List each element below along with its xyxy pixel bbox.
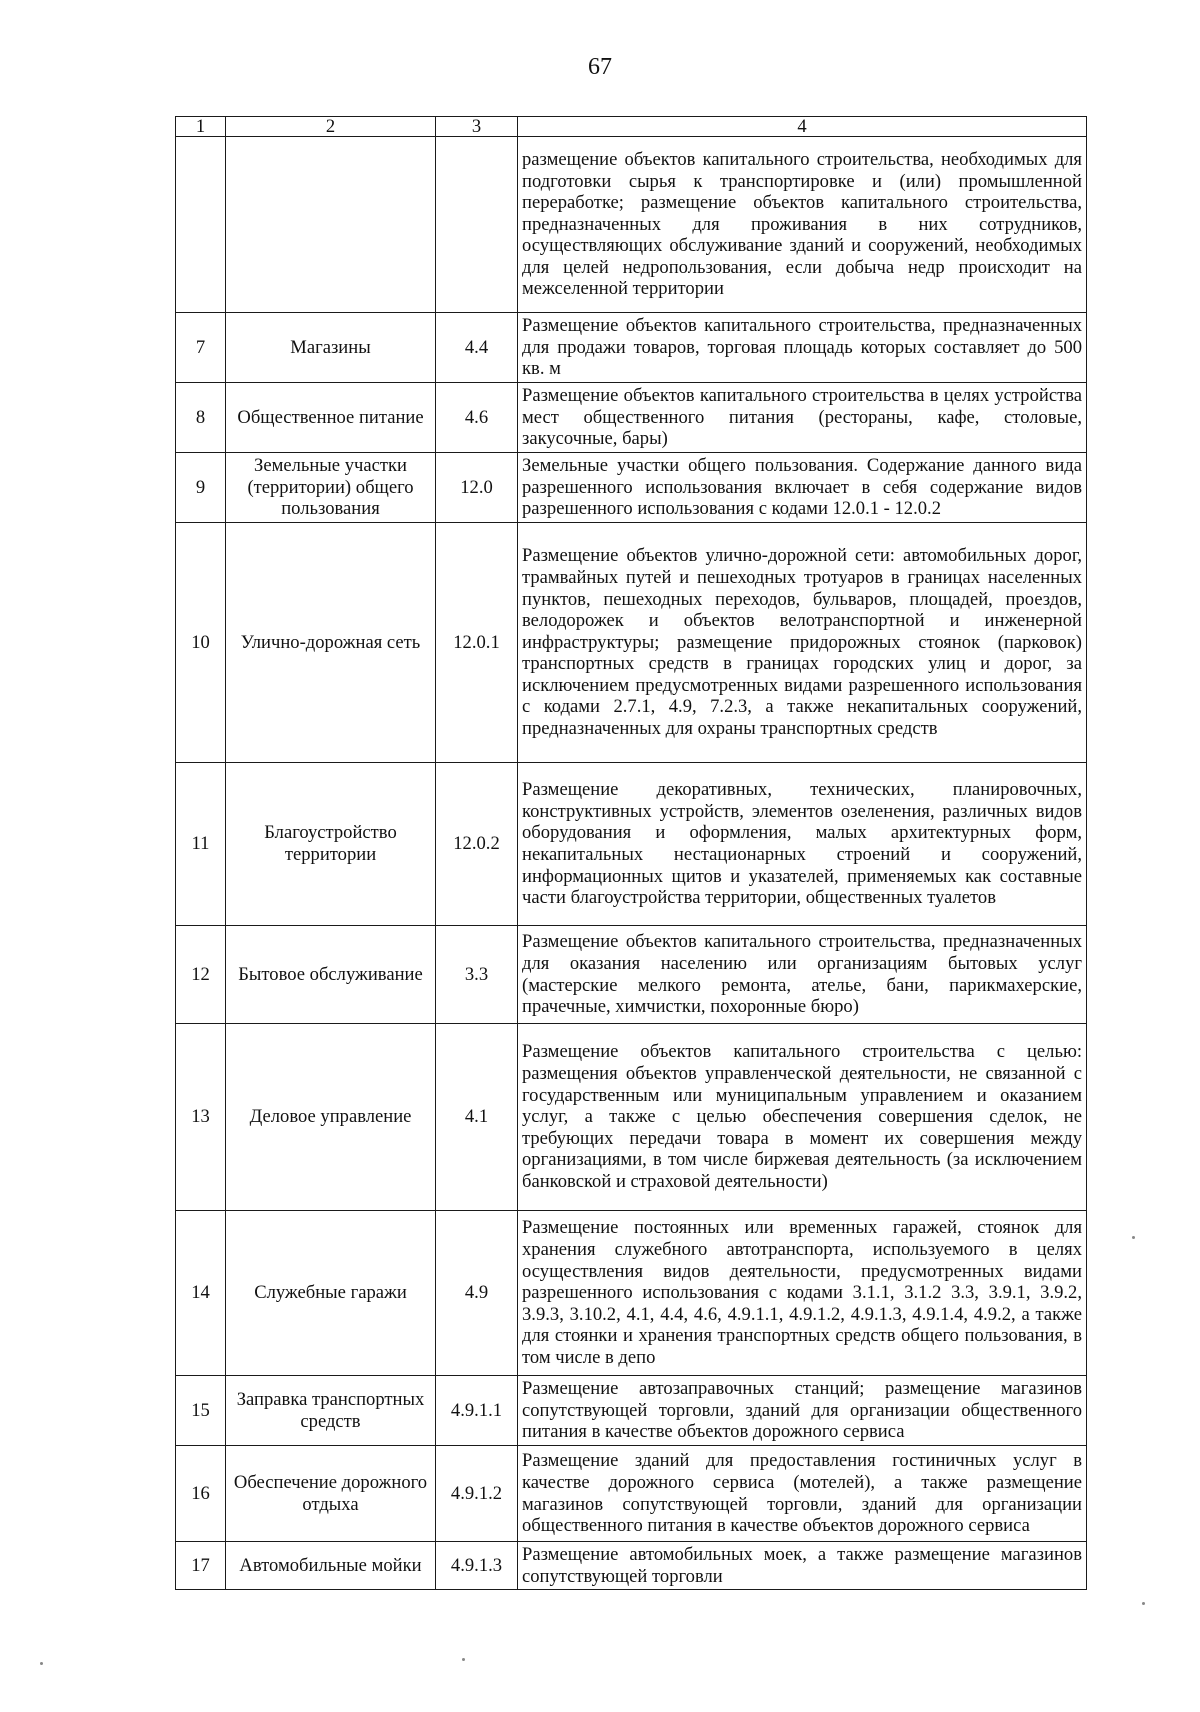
row-number: 8 bbox=[176, 383, 226, 453]
row-number bbox=[176, 137, 226, 313]
table-row bbox=[176, 523, 1087, 763]
row-number: 10 bbox=[176, 523, 226, 763]
column-header: 2 bbox=[226, 117, 436, 137]
row-number: 17 bbox=[176, 1542, 226, 1590]
use-type-code: 4.1 bbox=[436, 1024, 518, 1211]
use-type-name bbox=[226, 137, 436, 313]
table-row bbox=[176, 313, 1087, 383]
use-type-name: Бытовое обслуживание bbox=[226, 926, 436, 1024]
use-type-description: Размещение автозаправочных станций; размещение магазинов сопутствующей торговли, зданий для организации общественного питания в качестве объектов дорожного сервиса bbox=[518, 1376, 1087, 1446]
use-type-code: 4.4 bbox=[436, 313, 518, 383]
scan-speck bbox=[40, 1662, 43, 1665]
table-row bbox=[176, 763, 1087, 926]
column-header: 3 bbox=[436, 117, 518, 137]
use-type-description: Размещение объектов улично-дорожной сети: автомобильных дорог, трамвайных путей и пешеходных тротуаров в границах населенных пунктов, пешеходных переходов, бульваров, площадей, проездов, велодорожек и объектов велотранспортной и инженерной инфраструктуры; размещение придорожных стоянок (парковок) транспортных средств в границах городских улиц и дорог, за исключением предусмотренных видами разрешенного использования с кодами 2.7.1, 4.9, 7.2.3, а также некапитальных сооружений, предназначенных для охраны транспортных средств bbox=[518, 523, 1087, 763]
table-row bbox=[176, 1024, 1087, 1211]
use-type-name: Благоустройство территории bbox=[226, 763, 436, 926]
use-type-name: Общественное питание bbox=[226, 383, 436, 453]
use-type-name: Улично-дорожная сеть bbox=[226, 523, 436, 763]
land-use-table bbox=[175, 116, 1087, 1590]
column-header: 1 bbox=[176, 117, 226, 137]
use-type-name: Автомобильные мойки bbox=[226, 1542, 436, 1590]
scan-speck bbox=[1132, 1236, 1135, 1239]
use-type-description: Размещение декоративных, технических, планировочных, конструктивных устройств, элементов озеленения, различных видов оборудования и оформления, малых архитектурных форм, некапитальных нестационарных строений и сооружений, информационных щитов и указателей, применяемых как составные части благоустройства территории, общественных туалетов bbox=[518, 763, 1087, 926]
use-type-name: Магазины bbox=[226, 313, 436, 383]
use-type-code: 4.9.1.3 bbox=[436, 1542, 518, 1590]
table-row bbox=[176, 1542, 1087, 1590]
use-type-description: Размещение объектов капитального строительства в целях устройства мест общественного питания (рестораны, кафе, столовые, закусочные, бары) bbox=[518, 383, 1087, 453]
use-type-code: 12.0 bbox=[436, 453, 518, 523]
table-row bbox=[176, 383, 1087, 453]
use-type-description: Земельные участки общего пользования. Содержание данного вида разрешенного использования включает в себя содержание видов разрешенного использования с кодами 12.0.1 - 12.0.2 bbox=[518, 453, 1087, 523]
row-number: 15 bbox=[176, 1376, 226, 1446]
use-type-code: 4.6 bbox=[436, 383, 518, 453]
row-number: 11 bbox=[176, 763, 226, 926]
table-header-row bbox=[176, 117, 1087, 137]
use-type-name: Земельные участки (территории) общего пользования bbox=[226, 453, 436, 523]
use-type-description: Размещение объектов капитального строительства, предназначенных для продажи товаров, торговая площадь которых составляет до 500 кв. м bbox=[518, 313, 1087, 383]
use-type-description: Размещение зданий для предоставления гостиничных услуг в качестве дорожного сервиса (мотелей), а также размещение магазинов сопутствующей торговли, зданий для организации общественного питания в качестве объектов дорожного сервиса bbox=[518, 1446, 1087, 1542]
column-header: 4 bbox=[518, 117, 1087, 137]
use-type-code: 4.9.1.2 bbox=[436, 1446, 518, 1542]
use-type-name: Деловое управление bbox=[226, 1024, 436, 1211]
row-number: 13 bbox=[176, 1024, 226, 1211]
use-type-name: Служебные гаражи bbox=[226, 1211, 436, 1376]
use-type-description: Размещение постоянных или временных гаражей, стоянок для хранения служебного автотранспорта, используемого в целях осуществления видов деятельности, предусмотренных видами разрешенного использования с кодами 3.1.1, 3.1.2 3.3, 3.9.1, 3.9.2, 3.9.3, 3.10.2, 4.1, 4.4, 4.6, 4.9.1.1, 4.9.1.2, 4.9.1.3, 4.9.1.4, 4.9.2, а также для стоянки и хранения транспортных средств общего пользования, в том числе в депо bbox=[518, 1211, 1087, 1376]
use-type-description: Размещение объектов капитального строительства с целью: размещения объектов управленческой деятельности, не связанной с государственным или муниципальным управлением и оказанием услуг, а также с целью обеспечения совершения сделок, не требующих передачи товара в момент их совершения между организациями, в том числе биржевая деятельность (за исключением банковской и страховой деятельности) bbox=[518, 1024, 1087, 1211]
use-type-code: 12.0.1 bbox=[436, 523, 518, 763]
table-row bbox=[176, 1211, 1087, 1376]
scan-speck bbox=[1142, 1602, 1145, 1605]
table-row bbox=[176, 1376, 1087, 1446]
table-row bbox=[176, 1446, 1087, 1542]
use-type-code: 12.0.2 bbox=[436, 763, 518, 926]
table-row bbox=[176, 137, 1087, 313]
use-type-name: Обеспечение дорожного отдыха bbox=[226, 1446, 436, 1542]
row-number: 7 bbox=[176, 313, 226, 383]
use-type-description: размещение объектов капитального строительства, необходимых для подготовки сырья к транспортировке и (или) промышленной переработке; размещение объектов капитального строительства, предназначенных для проживания в них сотрудников, осуществляющих обслуживание зданий и сооружений, необходимых для целей недропользования, если добыча недр происходит на межселенной территории bbox=[518, 137, 1087, 313]
use-type-code bbox=[436, 137, 518, 313]
row-number: 14 bbox=[176, 1211, 226, 1376]
scan-speck bbox=[462, 1658, 465, 1661]
use-type-code: 3.3 bbox=[436, 926, 518, 1024]
use-type-name: Заправка транспортных средств bbox=[226, 1376, 436, 1446]
use-type-description: Размещение автомобильных моек, а также размещение магазинов сопутствующей торговли bbox=[518, 1542, 1087, 1590]
table-row bbox=[176, 926, 1087, 1024]
row-number: 12 bbox=[176, 926, 226, 1024]
page-number: 67 bbox=[588, 54, 612, 80]
use-type-code: 4.9.1.1 bbox=[436, 1376, 518, 1446]
row-number: 9 bbox=[176, 453, 226, 523]
table-row bbox=[176, 453, 1087, 523]
use-type-description: Размещение объектов капитального строительства, предназначенных для оказания населению или организациям бытовых услуг (мастерские мелкого ремонта, ателье, бани, парикмахерские, прачечные, химчистки, похоронные бюро) bbox=[518, 926, 1087, 1024]
row-number: 16 bbox=[176, 1446, 226, 1542]
use-type-code: 4.9 bbox=[436, 1211, 518, 1376]
